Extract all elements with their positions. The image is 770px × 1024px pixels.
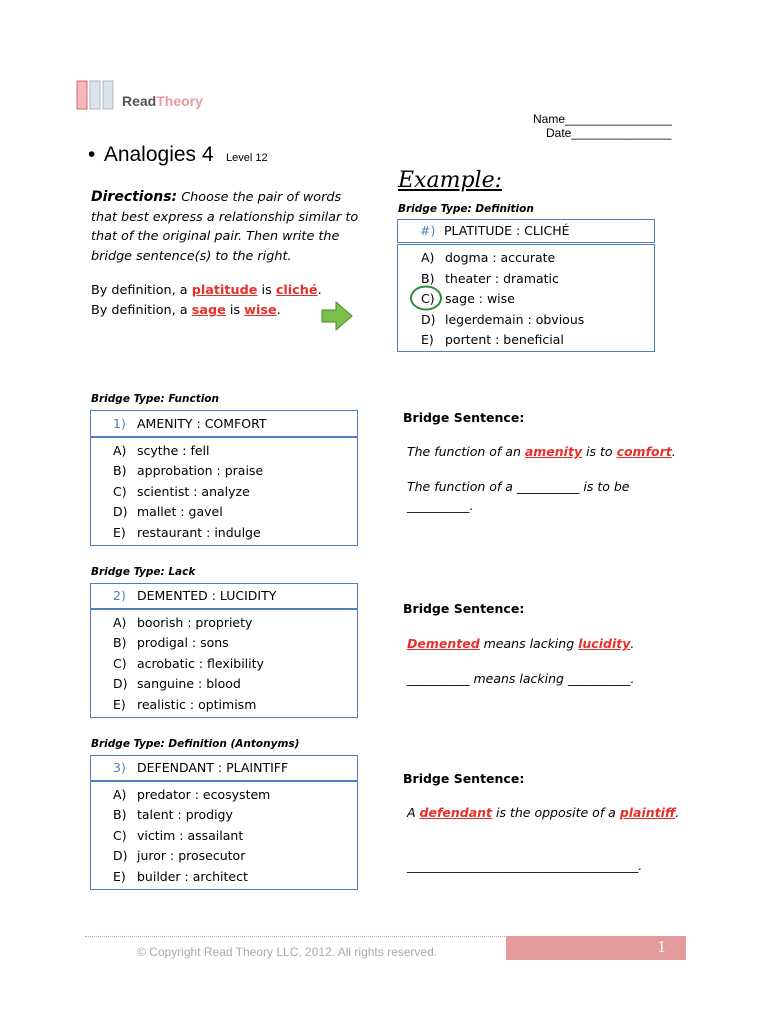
- option-e: [421, 332, 564, 347]
- option-letter: A): [421, 250, 435, 265]
- definition-example-1: [91, 283, 322, 298]
- option-letter: B): [113, 463, 127, 478]
- option-text: restaurant : indulge: [137, 525, 261, 540]
- q1-sentence-example: [407, 444, 676, 459]
- q3-sentence-example: [407, 805, 679, 820]
- q3-question: [90, 755, 358, 781]
- page-title: [88, 143, 268, 167]
- q3-number: 3): [113, 760, 126, 775]
- logo-icon: [76, 78, 116, 112]
- q2-question: [90, 583, 358, 609]
- option-text: legerdemain : obvious: [445, 312, 585, 327]
- q1-option-e[interactable]: [113, 525, 261, 540]
- q2-pair: DEMENTED : LUCIDITY: [137, 588, 277, 603]
- q3-option-d[interactable]: [113, 848, 245, 863]
- s1-c: .: [675, 805, 680, 820]
- q1-option-b[interactable]: [113, 463, 263, 478]
- q2-option-e[interactable]: [113, 697, 256, 712]
- option-letter: C): [113, 828, 127, 843]
- q1-options: [90, 437, 358, 546]
- page-number: 1: [657, 938, 667, 956]
- option-b: [421, 271, 559, 286]
- ex2-word2: wise: [244, 303, 277, 318]
- example-pair: PLATITUDE : CLICHÉ: [444, 223, 570, 238]
- logo-theory: Theory: [156, 93, 203, 109]
- option-text: prodigal : sons: [137, 635, 229, 650]
- q2-bridge-sentence-label: Bridge Sentence:: [403, 601, 525, 616]
- q2-bridge-type: Bridge Type: Lack: [91, 566, 196, 578]
- option-text: juror : prosecutor: [137, 848, 246, 863]
- title-level: Level 12: [226, 152, 268, 164]
- logo: [76, 78, 216, 112]
- s1-word1: amenity: [524, 444, 583, 459]
- s1-word2: comfort: [616, 444, 672, 459]
- option-letter: A): [113, 787, 127, 802]
- name-field[interactable]: Name________________: [533, 112, 672, 126]
- q1-sentence-blank-line1[interactable]: The function of a __________ is to be: [407, 479, 630, 494]
- ex1-word2: cliché: [275, 283, 318, 298]
- q1-pair: AMENITY : COMFORT: [137, 416, 267, 431]
- ex1-word1: platitude: [191, 283, 258, 298]
- option-text: sanguine : blood: [137, 676, 241, 691]
- footer-divider: [85, 936, 505, 937]
- q1-option-a[interactable]: [113, 443, 210, 458]
- ex2-prefix: By definition, a: [91, 303, 192, 318]
- s1-a: The function of an: [407, 444, 525, 459]
- option-text: predator : ecosystem: [137, 787, 271, 802]
- option-letter: D): [113, 676, 128, 691]
- q3-option-e[interactable]: [113, 869, 248, 884]
- s1-b: is to: [582, 444, 617, 459]
- option-text: mallet : gavel: [137, 504, 223, 519]
- option-letter: A): [113, 443, 127, 458]
- q1-option-d[interactable]: [113, 504, 223, 519]
- s1-c: .: [671, 444, 676, 459]
- option-text: boorish : propriety: [137, 615, 253, 630]
- option-letter: C): [421, 291, 435, 306]
- q2-option-d[interactable]: [113, 676, 241, 691]
- s1-word1: Demented: [407, 636, 480, 651]
- footer-page-bar: [506, 936, 686, 960]
- option-letter: B): [113, 635, 127, 650]
- option-text: dogma : accurate: [445, 250, 556, 265]
- ex1-mid: is: [257, 283, 276, 298]
- option-letter: E): [421, 332, 434, 347]
- q3-option-c[interactable]: [113, 828, 243, 843]
- option-letter: E): [113, 697, 126, 712]
- option-text: talent : prodigy: [137, 807, 233, 822]
- date-field[interactable]: Date_______________: [546, 126, 672, 140]
- directions-label: Directions:: [91, 189, 178, 205]
- q3-bridge-sentence-label: Bridge Sentence:: [403, 771, 525, 786]
- option-text: scythe : fell: [137, 443, 210, 458]
- footer-copyright: © Copyright Read Theory LLC, 2012. All rights reserved.: [137, 945, 438, 959]
- option-text: sage : wise: [445, 291, 515, 306]
- option-letter: B): [421, 271, 435, 286]
- answer-circle-icon: [409, 285, 443, 311]
- arrow-right-icon: [320, 300, 354, 332]
- q2-options: [90, 609, 358, 718]
- s1-b: means lacking: [479, 636, 579, 651]
- option-text: scientist : analyze: [137, 484, 250, 499]
- option-text: approbation : praise: [137, 463, 264, 478]
- title-text: Analogies 4: [103, 143, 214, 166]
- ex2-mid: is: [225, 303, 245, 318]
- q1-bridge-sentence-label: Bridge Sentence:: [403, 410, 525, 425]
- option-text: realistic : optimism: [137, 697, 257, 712]
- s1-b: is the opposite of a: [492, 805, 620, 820]
- directions: [91, 188, 361, 266]
- example-number: #): [420, 223, 436, 238]
- s1-word1: defendant: [419, 805, 493, 820]
- q3-option-a[interactable]: [113, 787, 270, 802]
- option-letter: C): [113, 484, 127, 499]
- option-text: portent : beneficial: [445, 332, 564, 347]
- s1-c: .: [630, 636, 635, 651]
- q3-bridge-type: Bridge Type: Definition (Antonyms): [91, 738, 300, 750]
- option-letter: D): [421, 312, 436, 327]
- option-letter: D): [113, 848, 128, 863]
- q2-sentence-example: [407, 636, 634, 651]
- title-bullet: •: [88, 143, 96, 166]
- example-heading: Example:: [398, 168, 502, 193]
- s1-a: A: [407, 805, 420, 820]
- option-letter: A): [113, 615, 127, 630]
- option-text: theater : dramatic: [445, 271, 559, 286]
- q1-option-c[interactable]: [113, 484, 250, 499]
- example-bridge-type: Bridge Type: Definition: [398, 203, 534, 215]
- q3-options: [90, 781, 358, 890]
- option-text: builder : architect: [137, 869, 248, 884]
- q3-option-b[interactable]: [113, 807, 233, 822]
- q1-bridge-type: Bridge Type: Function: [91, 393, 219, 405]
- q1-number: 1): [113, 416, 126, 431]
- q2-sentence-blank[interactable]: __________ means lacking __________.: [407, 671, 635, 686]
- logo-read: Read: [122, 93, 157, 109]
- q3-pair: DEFENDANT : PLAINTIFF: [137, 760, 289, 775]
- option-a: [421, 250, 555, 265]
- ex2-end: .: [276, 303, 281, 318]
- option-letter: D): [113, 504, 128, 519]
- option-text: acrobatic : flexibility: [137, 656, 264, 671]
- q3-sentence-blank[interactable]: _____________________________________.: [407, 858, 643, 873]
- option-letter: C): [113, 656, 127, 671]
- ex1-end: .: [317, 283, 322, 298]
- q2-option-a[interactable]: [113, 615, 252, 630]
- directions-text: Choose the pair of words that best express a relationship similar to that of the original pair. Then write the bridge sentence(s) to the right.: [91, 190, 359, 264]
- example-question: [397, 219, 655, 243]
- definition-example-2: [91, 303, 281, 318]
- s1-word2: plaintiff: [619, 805, 676, 820]
- q1-sentence-blank-line2[interactable]: __________.: [407, 498, 474, 513]
- q2-option-c[interactable]: [113, 656, 264, 671]
- s1-word2: lucidity: [578, 636, 631, 651]
- ex2-word1: sage: [191, 303, 226, 318]
- option-text: victim : assailant: [137, 828, 244, 843]
- option-d: [421, 312, 584, 327]
- option-letter: B): [113, 807, 127, 822]
- q2-option-b[interactable]: [113, 635, 229, 650]
- option-letter: E): [113, 525, 126, 540]
- q2-number: 2): [113, 588, 126, 603]
- option-letter: E): [113, 869, 126, 884]
- ex1-prefix: By definition, a: [91, 283, 192, 298]
- q1-question: [90, 410, 358, 437]
